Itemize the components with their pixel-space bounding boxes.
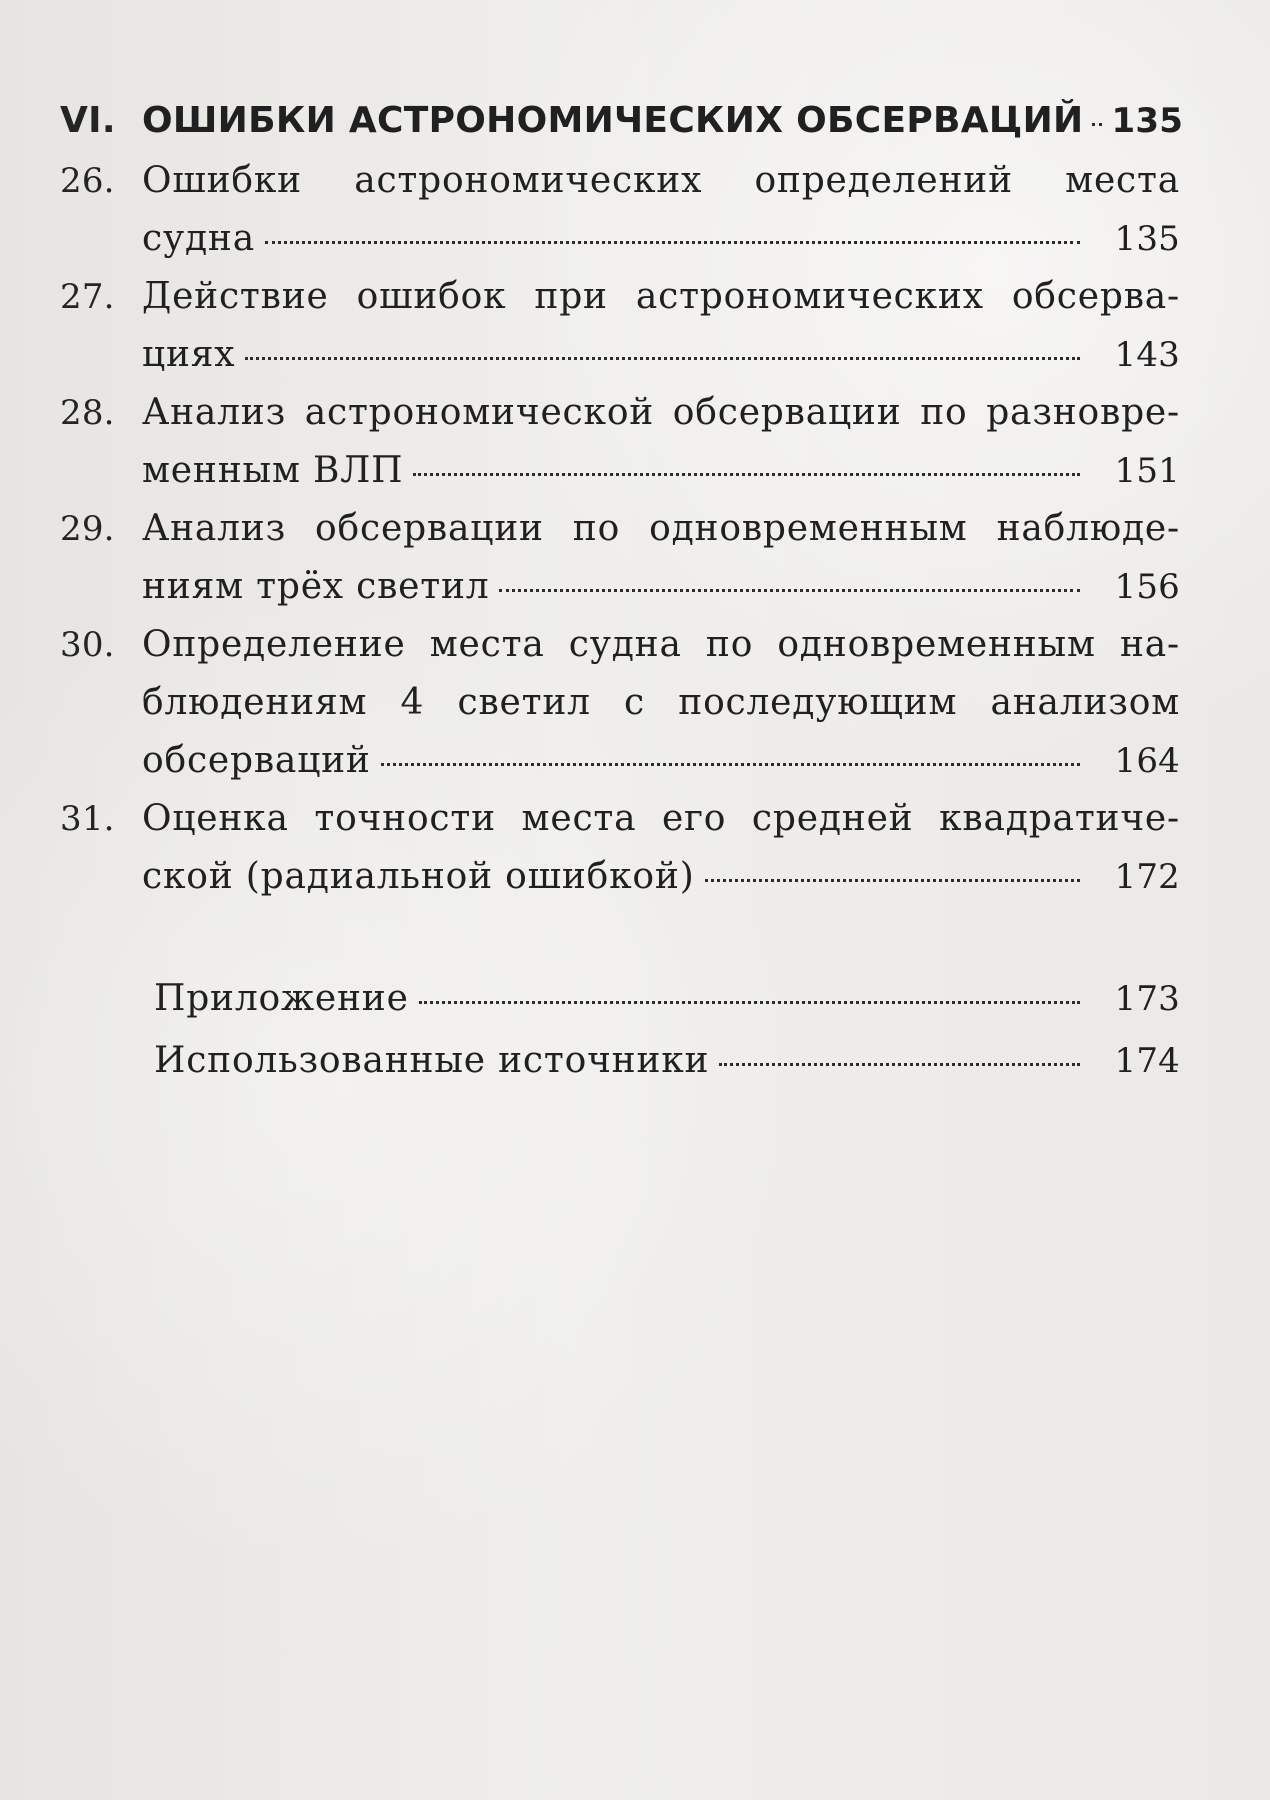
dot-leader	[265, 241, 1080, 244]
chapter-title-line	[142, 92, 1184, 150]
entry-last-line	[142, 210, 1180, 268]
page-number: 135	[1114, 219, 1180, 259]
entry-body	[142, 790, 1180, 906]
dot-leader	[719, 1063, 1080, 1066]
appendix-line	[154, 970, 1180, 1032]
entry-number: 29.	[60, 509, 115, 549]
toc-entry-31	[60, 790, 1180, 906]
toc-entry-28	[60, 384, 1180, 500]
page-number: 172	[1114, 857, 1180, 897]
dot-leader	[413, 473, 1080, 476]
toc-entry-26	[60, 152, 1180, 268]
dot-leader	[499, 589, 1080, 592]
entry-line: Оценка точности места его средней квадратиче-	[142, 798, 1180, 839]
chapter-title: ОШИБКИ АСТРОНОМИЧЕСКИХ ОБСЕРВАЦИЙ	[142, 100, 1084, 141]
entry-body	[142, 268, 1180, 384]
page-number: 151	[1114, 451, 1180, 491]
toc-appendix	[60, 970, 1180, 1032]
table-of-contents	[60, 92, 1184, 1094]
dot-leader	[381, 763, 1080, 766]
sources-body	[154, 1032, 1180, 1094]
entry-number: 28.	[60, 393, 115, 433]
entry-last-line	[142, 848, 1180, 906]
dot-leader	[419, 1001, 1080, 1004]
toc-entry-29	[60, 500, 1180, 616]
entry-last-line	[142, 732, 1180, 790]
chapter-page-number: 135	[1111, 101, 1184, 141]
entry-line: Анализ астрономической обсервации по разновре-	[142, 392, 1180, 433]
entry-last-text: ской (радиальной ошибкой)	[142, 856, 695, 897]
entry-body	[142, 500, 1180, 616]
entry-last-text: судна	[142, 218, 255, 259]
entry-number: 26.	[60, 161, 115, 201]
section-spacer	[60, 906, 1180, 970]
entry-last-line	[142, 442, 1180, 500]
entry-last-text: ниям трёх светил	[142, 566, 490, 607]
entry-last-line	[142, 326, 1180, 384]
entry-line: блюдениям 4 светил с последующим анализом	[142, 682, 1180, 723]
entry-last-line	[142, 558, 1180, 616]
entry-body	[142, 616, 1180, 790]
appendix-page-number: 173	[1114, 979, 1180, 1019]
page-number: 143	[1114, 335, 1180, 375]
sources-line	[154, 1032, 1180, 1094]
entry-last-text: обсерваций	[142, 740, 371, 781]
appendix-body	[154, 970, 1180, 1032]
toc-entry-27	[60, 268, 1180, 384]
entry-line: Определение места судна по одновременным на-	[142, 624, 1180, 665]
sources-page-number: 174	[1114, 1041, 1180, 1081]
dot-leader	[245, 357, 1080, 360]
entry-body	[142, 152, 1180, 268]
entry-line: Анализ обсервации по одновременным наблюде-	[142, 508, 1180, 549]
sources-title: Использованные источники	[154, 1040, 710, 1081]
chapter-dot-leader	[1092, 123, 1102, 126]
toc-chapter-vi	[60, 92, 1184, 150]
entry-body	[142, 384, 1180, 500]
toc-entry-30	[60, 616, 1180, 790]
entry-number: 27.	[60, 277, 115, 317]
entry-number: 31.	[60, 799, 115, 839]
entry-last-text: менным ВЛП	[142, 450, 404, 491]
entry-line: Действие ошибок при астрономических обсерва-	[142, 276, 1180, 317]
page-number: 156	[1114, 567, 1180, 607]
dot-leader	[705, 879, 1080, 882]
chapter-title-block	[142, 92, 1184, 150]
entry-line: Ошибки астрономических определений места	[142, 160, 1180, 201]
appendix-title: Приложение	[154, 978, 409, 1019]
page-number: 164	[1114, 741, 1180, 781]
chapter-number: VI.	[60, 100, 116, 141]
entry-last-text: циях	[142, 334, 236, 375]
entry-number: 30.	[60, 625, 115, 665]
toc-sources	[60, 1032, 1180, 1094]
